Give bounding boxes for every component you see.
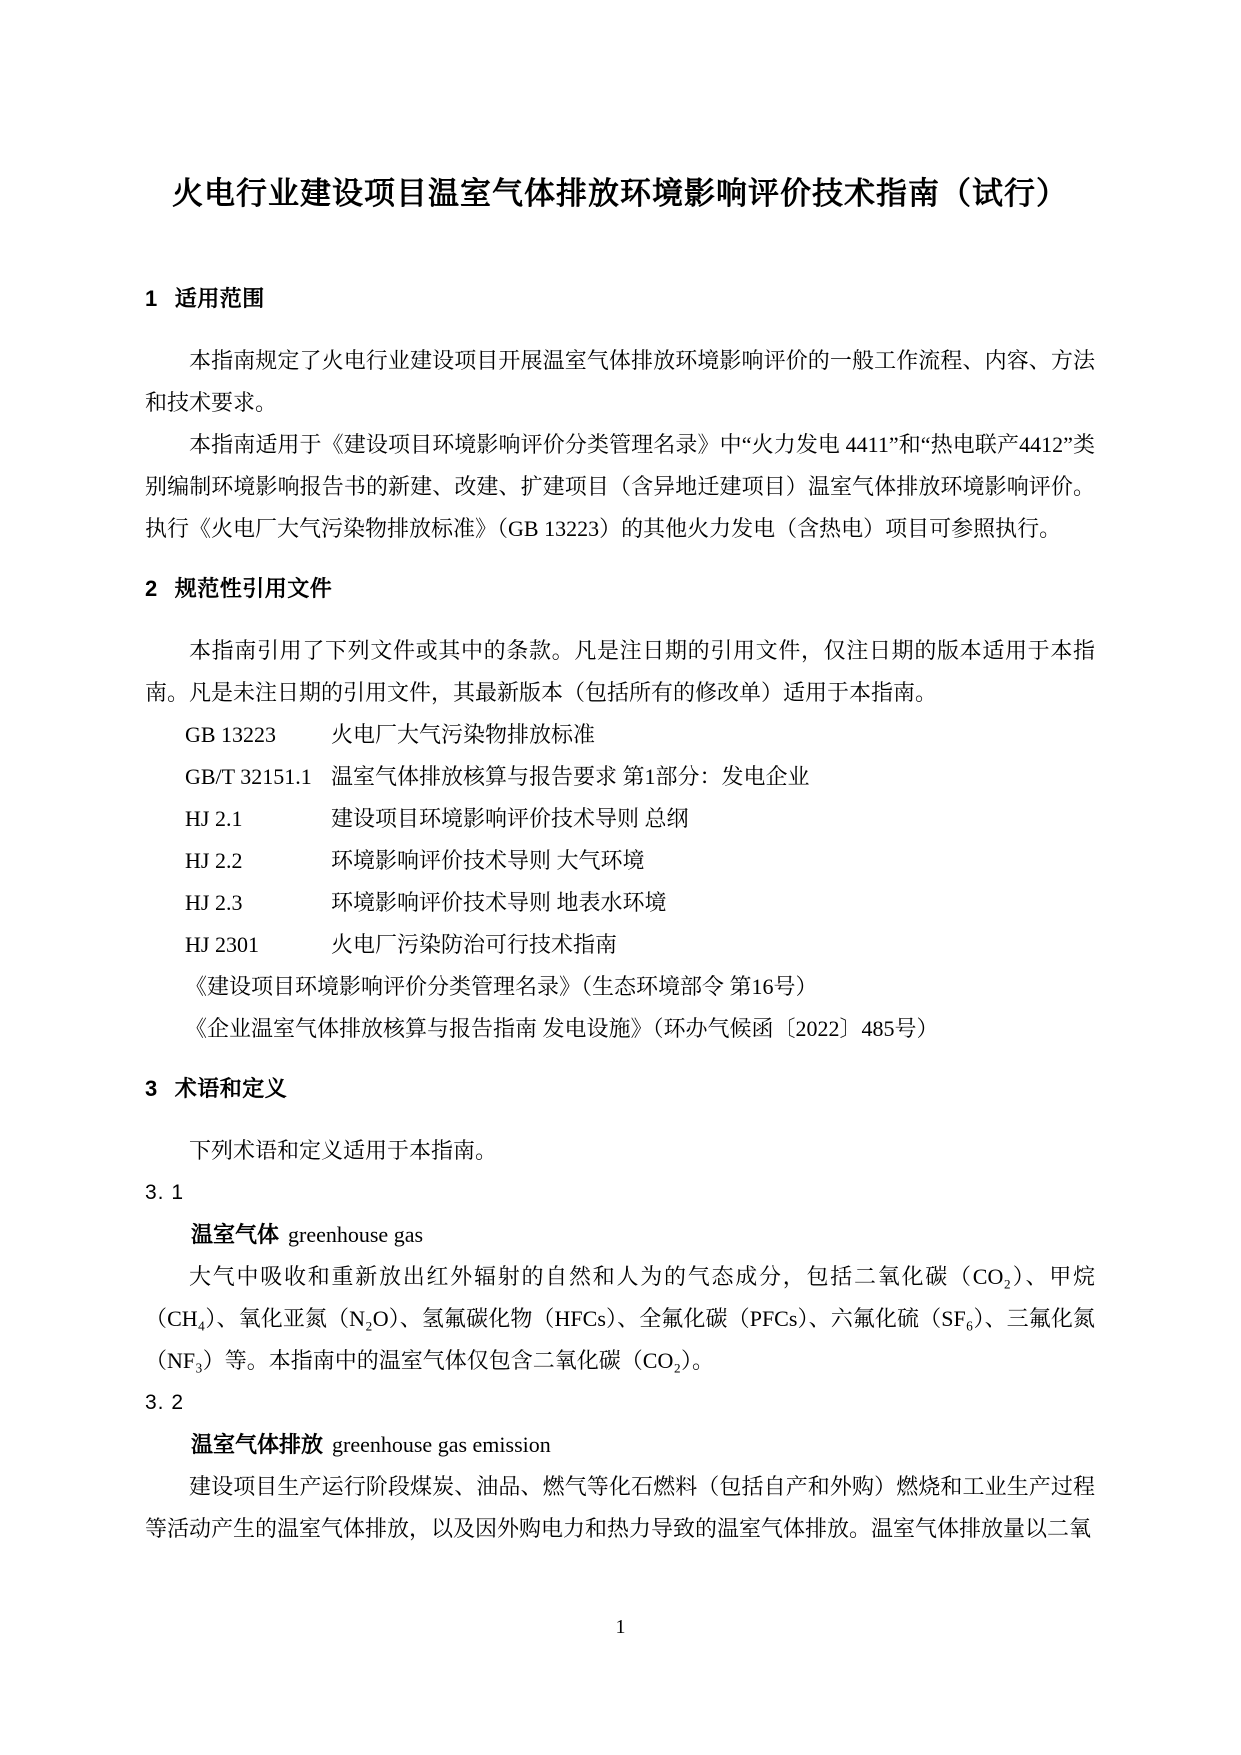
term-number: 3. 2 xyxy=(145,1391,185,1414)
reference-code: HJ 2.1 xyxy=(185,806,243,831)
reference-code: HJ 2.2 xyxy=(185,848,243,873)
section-2-number: 2 xyxy=(145,576,158,601)
reference-document: 《建设项目环境影响评价分类管理名录》（生态环境部令 第16号） xyxy=(185,974,818,999)
reference-title: 火电厂污染防治可行技术指南 xyxy=(331,932,618,957)
reference-row xyxy=(145,840,1095,882)
reference-title: 环境影响评价技术导则 地表水环境 xyxy=(331,890,667,915)
reference-row xyxy=(145,924,1095,966)
term-name-en: greenhouse gas emission xyxy=(332,1432,551,1457)
reference-code: GB/T 32151.1 xyxy=(185,764,312,789)
paragraph: 本指南适用于《建设项目环境影响评价分类管理名录》中“火力发电 4411”和“热电联产4412”类别编制环境影响报告书的新建、改建、扩建项目（含异地迁建项目）温室气体排放环境影响评价。执行《火电厂大气污染物排放标准》（GB 13223）的其他火力发电（含热电）项目可参照执行。 xyxy=(145,432,1095,541)
term-heading xyxy=(145,1214,1095,1256)
reference-title: 温室气体排放核算与报告要求 第1部分：发电企业 xyxy=(331,764,810,789)
term-definition: 建设项目生产运行阶段煤炭、油品、燃气等化石燃料（包括自产和外购）燃烧和工业生产过程等活动产生的温室气体排放，以及因外购电力和热力导致的温室气体排放。温室气体排放量以二氧 xyxy=(145,1474,1095,1541)
reference-code: HJ 2.3 xyxy=(185,890,243,915)
reference-code: HJ 2301 xyxy=(185,932,259,957)
document-title: 火电行业建设项目温室气体排放环境影响评价技术指南（试行） xyxy=(172,176,1068,211)
section-2-heading xyxy=(145,574,1095,604)
section-3-heading xyxy=(145,1074,1095,1104)
section-1-heading xyxy=(145,284,1095,314)
term-heading xyxy=(145,1424,1095,1466)
reference-code: GB 13223 xyxy=(185,722,277,747)
reference-row xyxy=(145,882,1095,924)
reference-row xyxy=(145,798,1095,840)
term-name-cn: 温室气体排放 xyxy=(191,1432,324,1457)
reference-title: 环境影响评价技术导则 大气环境 xyxy=(331,848,645,873)
reference-row xyxy=(145,714,1095,756)
section-1-title: 适用范围 xyxy=(174,286,265,311)
paragraph: 本指南引用了下列文件或其中的条款。凡是注日期的引用文件，仅注日期的版本适用于本指南。凡是未注日期的引用文件，其最新版本（包括所有的修改单）适用于本指南。 xyxy=(145,638,1095,705)
section-1-number: 1 xyxy=(145,286,158,311)
reference-row xyxy=(145,756,1095,798)
page-number: 1 xyxy=(615,1616,626,1638)
term-number: 3. 1 xyxy=(145,1181,185,1204)
reference-title: 火电厂大气污染物排放标准 xyxy=(331,722,596,747)
section-3-number: 3 xyxy=(145,1076,158,1101)
section-2-title: 规范性引用文件 xyxy=(174,576,333,601)
section-3-title: 术语和定义 xyxy=(174,1076,288,1101)
term-definition: 大气中吸收和重新放出红外辐射的自然和人为的气态成分，包括二氧化碳（CO₂）、甲烷（CH₄）、氧化亚氮（N₂O）、氢氟碳化物（HFCs）、全氟化碳（PFCs）、六氟化硫（SF₆）、三氟化氮（NF₃）等。本指南中的温室气体仅包含二氧化碳（CO₂）。 xyxy=(145,1264,1095,1373)
term-name-cn: 温室气体 xyxy=(191,1222,280,1247)
reference-document: 《企业温室气体排放核算与报告指南 发电设施》（环办气候函〔2022〕485号） xyxy=(185,1016,939,1041)
paragraph: 本指南规定了火电行业建设项目开展温室气体排放环境影响评价的一般工作流程、内容、方法和技术要求。 xyxy=(145,348,1095,415)
paragraph: 下列术语和定义适用于本指南。 xyxy=(189,1138,498,1163)
term-name-en: greenhouse gas xyxy=(288,1222,424,1247)
reference-title: 建设项目环境影响评价技术导则 总纲 xyxy=(331,806,689,831)
